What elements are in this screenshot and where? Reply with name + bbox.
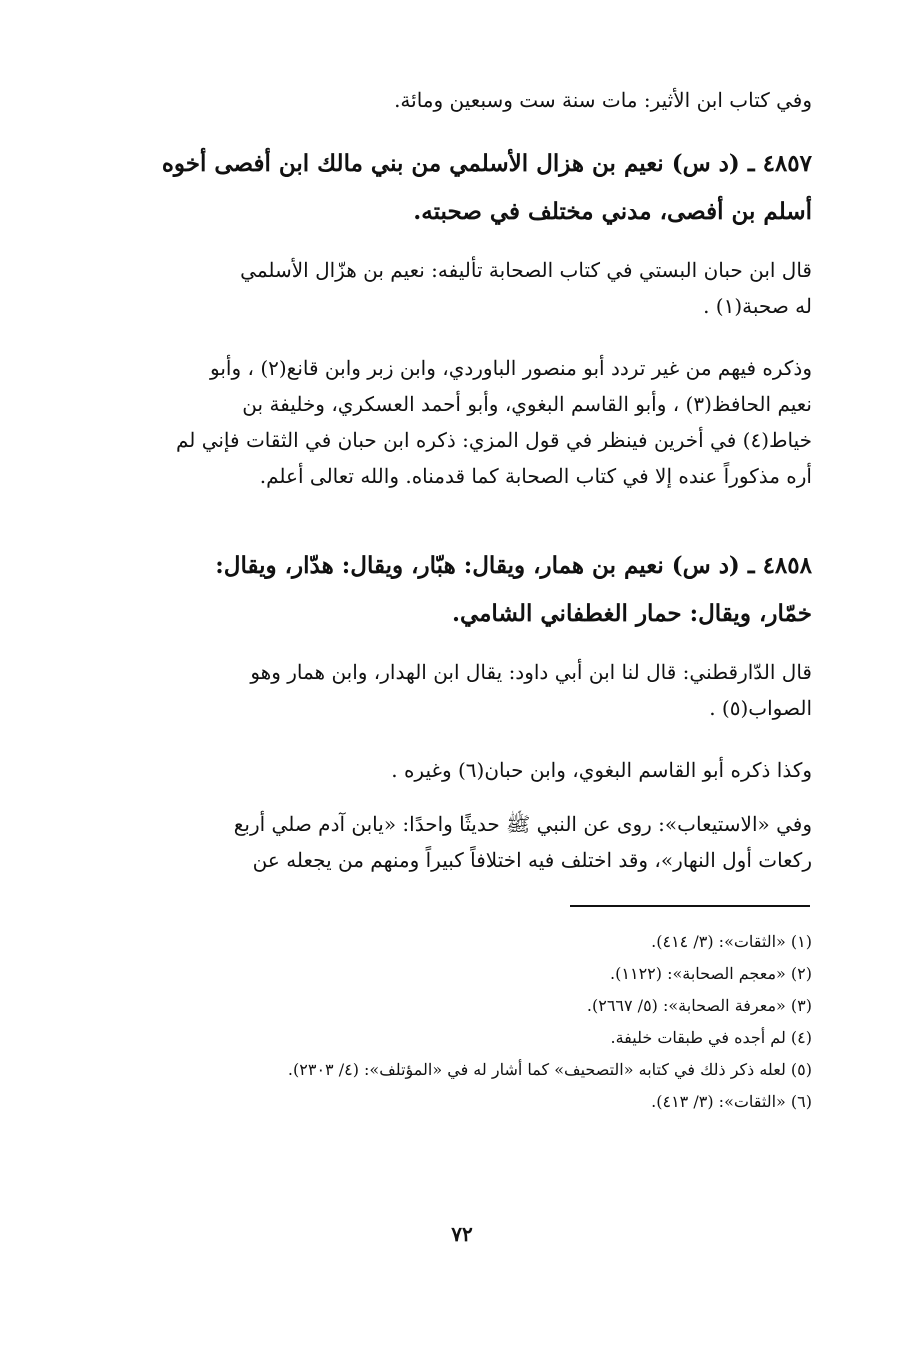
text-line: أره مذكوراً عنده إلا في كتاب الصحابة كما قدمناه. والله تعالى أعلم. bbox=[259, 464, 812, 488]
text-line: له صحبة(١) . bbox=[703, 294, 812, 318]
footnote: (٥) لعله ذكر ذلك في كتابه «التصحيف» كما أشار له في «المؤتلف»: (٤/ ٢٣٠٣). bbox=[287, 1060, 812, 1079]
footnotes bbox=[100, 926, 812, 1118]
entry-heading-4857 bbox=[100, 140, 812, 236]
text-line: قال الدّارقطني: قال لنا ابن أبي داود: يقال ابن الهدار، وابن همار وهو bbox=[250, 660, 812, 684]
text-line: وذكره فيهم من غير تردد أبو منصور الباوردي، وابن زبر وابن قانع(٢) ، وأبو bbox=[210, 356, 812, 380]
heading-line: خمّار، ويقال: حمار الغطفاني الشامي. bbox=[451, 600, 812, 627]
text-line: وفي كتاب ابن الأثير: مات سنة ست وسبعين ومائة. bbox=[394, 88, 812, 112]
text-line: وفي «الاستيعاب»: روى عن النبي ﷺ حديثًا واحدًا: «يابن آدم صلي أربع bbox=[233, 812, 812, 836]
text-line: الصواب(٥) . bbox=[709, 696, 812, 720]
entry-heading-4858 bbox=[100, 542, 812, 638]
footnote: (٢) «معجم الصحابة»: (١١٢٢). bbox=[610, 964, 812, 983]
text-line: وكذا ذكره أبو القاسم البغوي، وابن حبان(٦) وغيره . bbox=[391, 758, 812, 782]
text-line: قال ابن حبان البستي في كتاب الصحابة تأليفه: نعيم بن هزّال الأسلمي bbox=[240, 258, 812, 282]
footnote: (٣) «معرفة الصحابة»: (٥/ ٢٦٦٧). bbox=[586, 996, 812, 1015]
footnote: (٤) لم أجده في طبقات خليفة. bbox=[610, 1028, 812, 1047]
heading-line: أسلم بن أفصى، مدني مختلف في صحبته. bbox=[413, 198, 812, 225]
page-number: ٧٢ bbox=[451, 1222, 473, 1246]
paragraph-dhikr bbox=[100, 350, 812, 494]
heading-line: ٤٨٥٧ ـ (د س) نعيم بن هزال الأسلمي من بني مالك ابن أفصى أخوه bbox=[161, 150, 812, 177]
intro-paragraph bbox=[100, 82, 812, 118]
paragraph-istiab bbox=[100, 806, 812, 878]
footnote: (٦) «الثقات»: (٣/ ٤١٣). bbox=[651, 1092, 812, 1111]
heading-line: ٤٨٥٨ ـ (د س) نعيم بن همار، ويقال: هبّار، ويقال: هدّار، ويقال: bbox=[215, 552, 812, 579]
text-line: خياط(٤) في أخرين فينظر في قول المزي: ذكره ابن حبان في الثقات فإني لم bbox=[175, 428, 812, 452]
paragraph-baghawi bbox=[100, 752, 812, 788]
text-line: ركعات أول النهار»، وقد اختلف فيه اختلافاً كبيراً ومنهم من يجعله عن bbox=[252, 848, 812, 872]
footnote: (١) «الثقات»: (٣/ ٤١٤). bbox=[651, 932, 812, 951]
footnote-separator bbox=[570, 905, 810, 907]
paragraph-daraqutni bbox=[100, 654, 812, 726]
text-line: نعيم الحافظ(٣) ، وأبو القاسم البغوي، وأبو أحمد العسكري، وخليفة بن bbox=[242, 392, 812, 416]
paragraph-ibn-hibban bbox=[100, 252, 812, 324]
